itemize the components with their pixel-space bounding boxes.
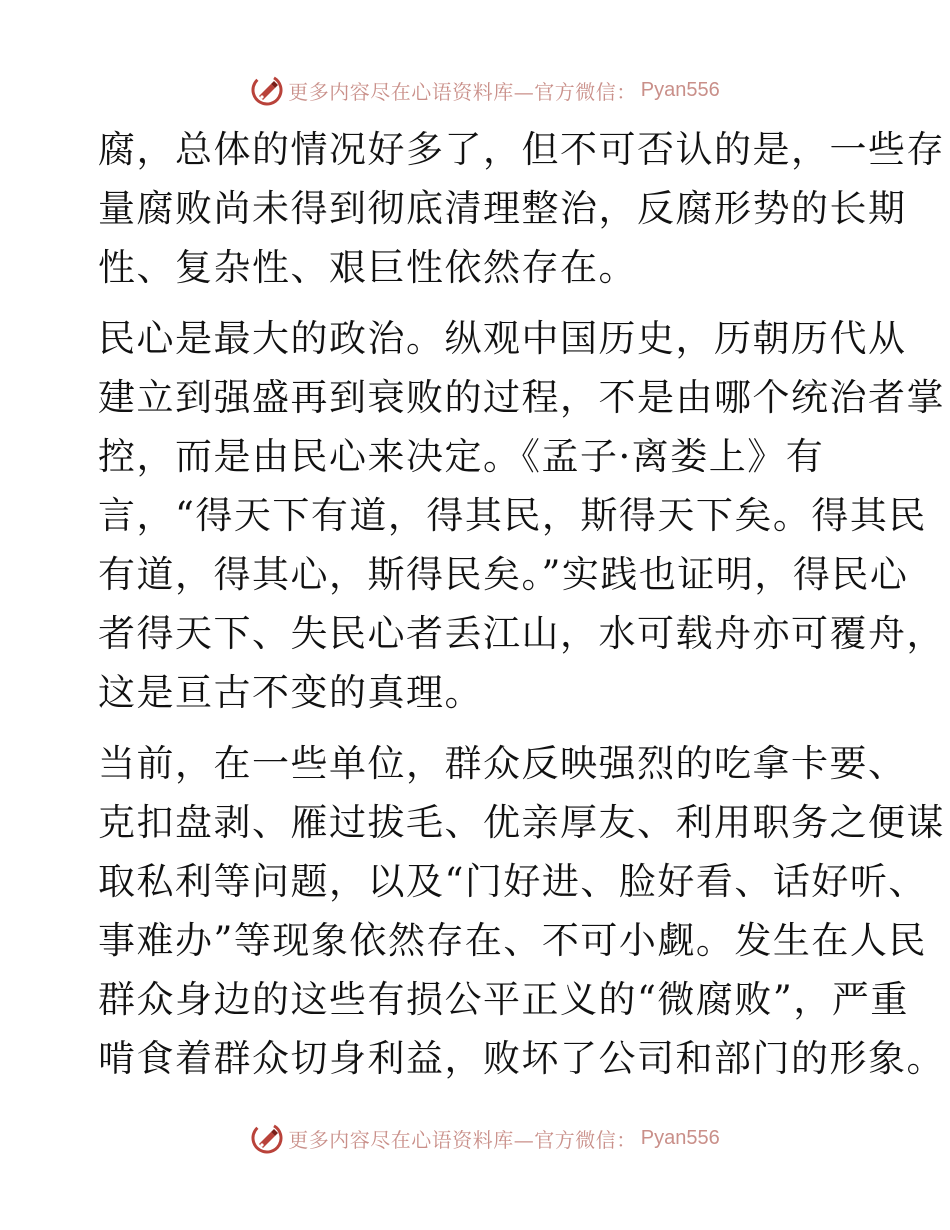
text-line: 性、复杂性、艰巨性依然存在。 [98,246,637,289]
paragraph-3 [98,734,945,1088]
pen-nib-logo-icon [250,1121,284,1155]
text-line: 取私利等问题，以及“门好进、脸好看、话好听、 [98,860,927,903]
paragraph-2 [98,309,945,722]
header-watermark-banner [0,70,950,110]
banner-wechat-id: Pyan556 [640,78,720,101]
text-line: 群众身边的这些有损公平正义的“微腐败”，严重 [98,978,909,1021]
banner-wechat-id: Pyan556 [640,1126,720,1149]
text-line: 腐，总体的情况好多了，但不可否认的是，一些存 [98,128,945,171]
text-line: 控，而是由民心来决定。《孟子·离娄上》有 [98,435,825,478]
footer-watermark-banner [0,1118,950,1158]
text-line: 克扣盘剥、雁过拔毛、优亲厚友、利用职务之便谋 [98,801,945,844]
text-line: 民心是最大的政治。纵观中国历史，历朝历代从 [98,317,907,360]
text-line: 言，“得天下有道，得其民，斯得天下矣。得其民 [98,494,927,537]
banner-text: 更多内容尽在心语资料库—官方微信： [288,79,637,104]
text-line: 者得天下、失民心者丢江山，水可载舟亦可覆舟， [98,612,945,655]
banner-inner [250,73,719,107]
text-line: 有道，得其心，斯得民矣。”实践也证明，得民心 [98,553,909,596]
text-line: 事难办”等现象依然存在、不可小觑。发生在人民 [98,919,927,962]
text-line: 建立到强盛再到衰败的过程，不是由哪个统治者掌 [98,376,945,419]
text-line: 这是亘古不变的真理。 [98,671,483,714]
banner-text: 更多内容尽在心语资料库—官方微信： [288,1127,637,1152]
text-line: 量腐败尚未得到彻底清理整治，反腐形势的长期 [98,187,907,230]
text-line: 当前，在一些单位，群众反映强烈的吃拿卡要、 [98,742,907,785]
document-body [98,120,945,1100]
paragraph-1 [98,120,945,297]
banner-inner [250,1121,719,1155]
pen-nib-logo-icon [250,73,284,107]
text-line: 啃食着群众切身利益，败坏了公司和部门的形象。 [98,1037,945,1080]
